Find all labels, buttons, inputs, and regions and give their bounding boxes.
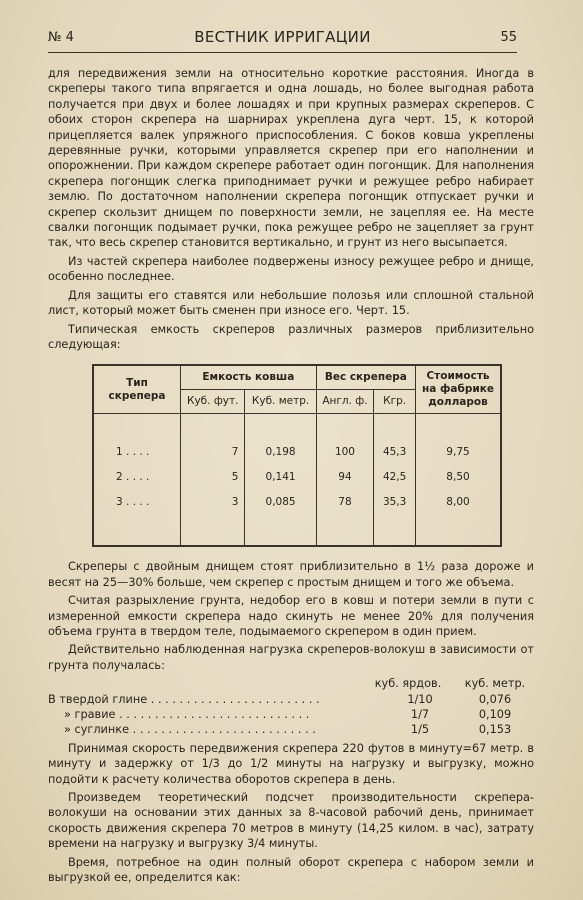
- col-header-cost: Стоимость на фабрике долларов: [416, 365, 502, 414]
- paragraph: Типическая емкость скреперов различных размеров приблизительно следующая:: [48, 322, 534, 351]
- list-item: » гравие . . . . . . . . . . . . . . . . . . . . . . . . . . . 1/7 0,109: [64, 707, 512, 721]
- header-rule: [48, 52, 517, 53]
- paragraph: Считая разрыхление грунта, недобор его в ковш и потери земли в пути с измеренной емкости скрепера надо скинуть не менее 20% для получения объема грунта в твердом теле, подымаемого скрепером в один прием.: [48, 594, 534, 638]
- running-header: [48, 28, 517, 50]
- table-row: 3 . . . . 3 0,085 78 35,3 8,00: [93, 490, 501, 515]
- sub-header-lb: Англ. ф.: [316, 390, 374, 414]
- table-row: [93, 414, 501, 441]
- article-body: [48, 66, 534, 888]
- paragraph: Произведем теоретический подсчет производительности скрепера-волокуши на основании этих данных за 8-часовой рабочий день, принимает скорость движения скрепера 70 метров в минуту (14,25 килом. в час), затрату времени на нагрузку и выгрузку 3/4 минуты.: [48, 790, 534, 851]
- paragraph: Время, потребное на один полный оборот скрепера с набором земли и выгрузкой ее, определится как:: [48, 855, 534, 884]
- table-row: 1 . . . . 7 0,198 100 45,3 9,75: [93, 440, 501, 465]
- scraper-capacity-table: [92, 364, 502, 547]
- load-list: [48, 676, 534, 738]
- load-header-meters: куб. метр.: [464, 677, 526, 691]
- list-item: » суглинке . . . . . . . . . . . . . . . . . . . . . . . . . . 1/5 0,153: [64, 723, 512, 737]
- paragraph: Действительно наблюденная нагрузка скреперов-волокуш в зависимости от грунта получалась:: [48, 643, 534, 672]
- issue-number: № 4: [48, 30, 74, 45]
- paragraph: Принимая скорость передвижения скрепера 220 футов в минуту=67 метр. в минуту и задержку от 1/3 до 1/2 минуты на нагрузку и выгрузку, можно подойти к расчету количества оборотов скрепера в день.: [48, 741, 534, 786]
- load-header-yards: куб. ярдов.: [374, 677, 442, 691]
- table-row: 2 . . . . 5 0,141 94 42,5 8,50: [93, 465, 501, 490]
- col-header-weight: Вес скрепера: [316, 365, 415, 390]
- sub-header-kg: Кгр.: [374, 390, 416, 414]
- list-item: В твердой глине . . . . . . . . . . . . . . . . . . . . . . . . 1/10 0,076: [48, 692, 512, 706]
- col-header-type: Тип скрепера: [93, 365, 181, 414]
- sub-header-cuft: Куб. фут.: [181, 390, 245, 414]
- paragraph: для передвижения земли на относительно короткие расстояния. Иногда в скреперы такого типа впрягается и одна лошадь, но более выгодная работа получается при двух и более лошадях и при крупных размерах скреперов. С обоих сторон скрепера на шарнирах укреплена дуга черт. 15, к которой прицепляется валек упряжного приспособления. С боков ковша укреплены деревянные ручки, которыми управляется скрепер при его наполнении и опорожнении. При каждом скрепере работает один погонщик. Для наполнения скрепера погонщик слегка приподнимает ручки и режущее ребро набирает землю. По достаточном наполнении скрепера погонщик отпускает ручки и скрепер скользит днищем по поверхности земли, не зацепляя ее. На месте свалки погонщик подымает ручки, пока режущее ребро не зацепляет за грунт так, что весь скрепер становится вертикально, и грунт из него высыпается.: [48, 67, 534, 250]
- load-list-header: [48, 676, 534, 691]
- paragraph: Из частей скрепера наиболее подвержены износу режущее ребро и днище, особенно последнее.: [48, 254, 534, 284]
- page-number: 55: [500, 30, 517, 45]
- paragraph: Для защиты его ставятся или небольшие полозья или сплошной стальной лист, который может быть сменен при износе его. Черт. 15.: [48, 288, 534, 318]
- sub-header-cum: Куб. метр.: [245, 390, 316, 414]
- table-row: [93, 515, 501, 546]
- paragraph: Скреперы с двойным днищем стоят приблизительно в 1½ раза дороже и весят на 25—30% больше, чем скрепер с простым днищем и того же объема.: [48, 560, 534, 589]
- journal-title: ВЕСТНИК ИРРИГАЦИИ: [194, 28, 371, 46]
- col-header-capacity: Емкость ковша: [181, 365, 317, 390]
